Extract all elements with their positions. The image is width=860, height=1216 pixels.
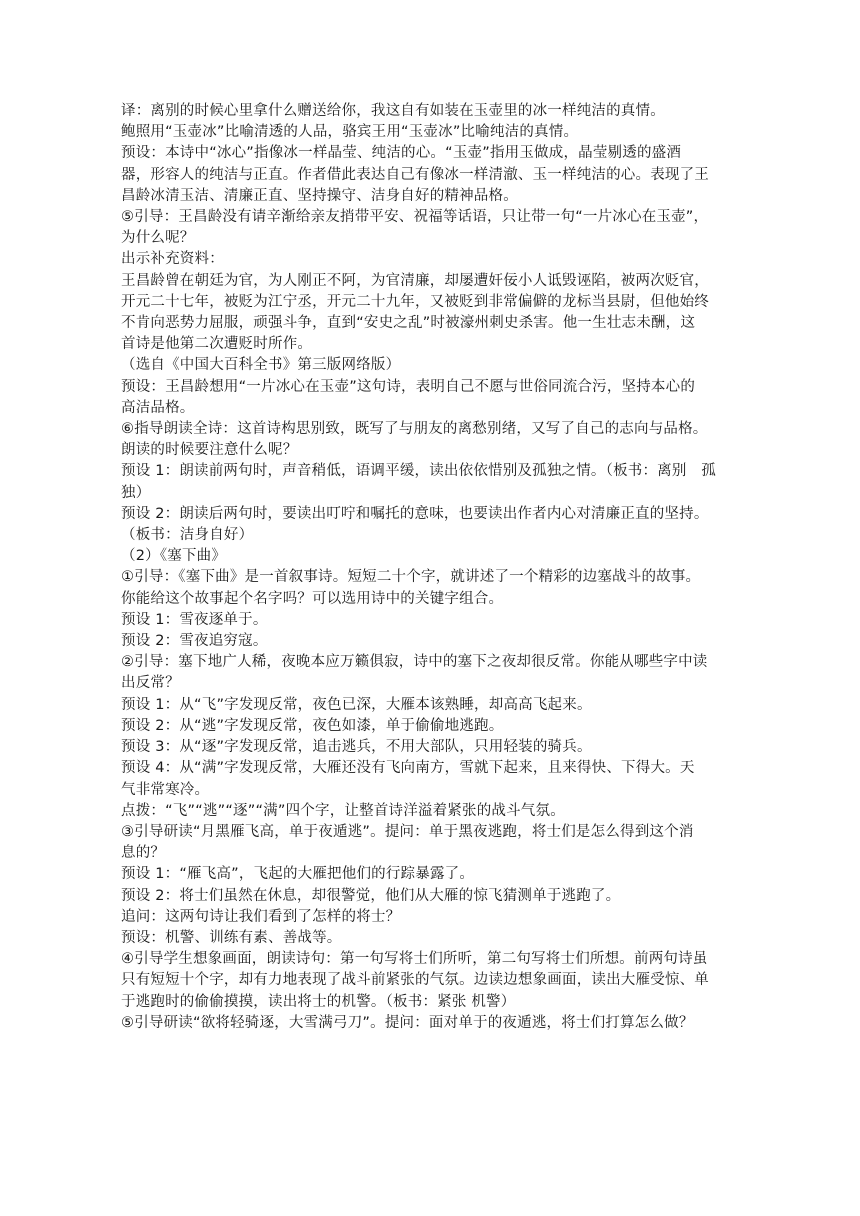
text-line: （2）《塞下曲》 bbox=[121, 548, 227, 565]
text-line: 预设 1：从“飞”字发现反常，夜色已深，大雁本该熟睡，却高高飞起来。 bbox=[121, 696, 592, 713]
text-line: 预设 4：从“满”字发现反常，大雁还没有飞向南方，雪就下起来，且来得快、下得大。天 bbox=[121, 760, 695, 777]
text-line: 气非常寒冷。 bbox=[121, 781, 210, 798]
text-line: 预设：本诗中“冰心”指像冰一样晶莹、纯洁的心。“玉壶”指用玉做成，晶莹剔透的盛酒 bbox=[121, 145, 682, 162]
text-line: 王昌龄曾在朝廷为官，为人刚正不阿，为官清廉，却屡遭奸佞小人诋毁诬陷，被两次贬官， bbox=[121, 272, 709, 289]
text-line: ③引导研读“月黑雁飞高，单于夜遁逃”。提问：单于黑夜逃跑，将士们是怎么得到这个消 bbox=[121, 823, 694, 840]
text-line: 只有短短十个字，却有力地表现了战斗前紧张的气氛。边读边想象画面，读出大雁受惊、单 bbox=[121, 972, 709, 989]
text-line: 为什么呢？ bbox=[121, 230, 195, 247]
text-line: 预设 1：朗读前两句时，声音稍低，语调平缓，读出依依惜别及孤独之情。（板书：离别 孤 bbox=[121, 463, 716, 480]
text-line: 预设 1：雪夜逐单于。 bbox=[121, 611, 268, 628]
text-line: 预设 2：将士们虽然在休息，却很警觉，他们从大雁的惊飞猜测单于逃跑了。 bbox=[121, 887, 621, 904]
text-line: 出示补充资料： bbox=[121, 251, 224, 268]
text-line: 不肯向恶势力屈服，顽强斗争，直到“安史之乱”时被濠州刺史杀害。他一生壮志未酬，这 bbox=[121, 315, 696, 332]
text-line: ④引导学生想象画面，朗读诗句：第一句写将士们所听，第二句写将士们所想。前两句诗虽 bbox=[121, 951, 708, 968]
text-line: ⑤引导研读“欲将轻骑逐，大雪满弓刀”。提问：面对单于的夜遁逃，将士们打算怎么做？ bbox=[121, 1014, 694, 1031]
text-line: 你能给这个故事起个名字吗？可以选用诗中的关键字组合。 bbox=[121, 590, 504, 607]
text-line: 开元二十七年，被贬为江宁丞，开元二十九年，又被贬到非常偏僻的龙标当县尉，但他始终 bbox=[121, 293, 709, 310]
text-line: ⑥指导朗读全诗：这首诗构思别致，既写了与朋友的离愁别绪，又写了自己的志向与品格。 bbox=[121, 421, 708, 438]
lesson-plan-text bbox=[121, 101, 742, 1034]
text-line: 点拨：“飞”“逃”“逐”“满”四个字，让整首诗洋溢着紧张的战斗气氛。 bbox=[121, 802, 565, 819]
text-line: ⑤引导：王昌龄没有请辛渐给亲友捎带平安、祝福等话语，只让带一句“一片冰心在玉壶”， bbox=[121, 209, 709, 226]
text-line: 首诗是他第二次遭贬时所作。 bbox=[121, 336, 313, 353]
text-line: 预设：王昌龄想用“一片冰心在玉壶”这句诗，表明自己不愿与世俗同流合污，坚持本心的 bbox=[121, 378, 696, 395]
text-line: 译：离别的时候心里拿什么赠送给你，我这自有如装在玉壶里的冰一样纯洁的真情。 bbox=[121, 103, 665, 119]
text-line: 高洁品格。 bbox=[121, 399, 195, 416]
text-line: 追问：这两句诗让我们看到了怎样的将士？ bbox=[121, 908, 401, 925]
text-line: 器，形容人的纯洁与正直。作者借此表达自己有像冰一样清澈、玉一样纯洁的心。表现了王 bbox=[121, 166, 709, 183]
text-line: 昌龄冰清玉洁、清廉正直、坚持操守、洁身自好的精神品格。 bbox=[121, 187, 518, 204]
text-line: 朗读的时候要注意什么呢？ bbox=[121, 442, 298, 459]
text-line: ①引导：《塞下曲》是一首叙事诗。短短二十个字，就讲述了一个精彩的边塞战斗的故事。 bbox=[121, 569, 701, 586]
text-line: 预设 2：朗读后两句时，要读出叮咛和嘱托的意味，也要读出作者内心对清廉正直的坚持。 bbox=[121, 505, 709, 522]
text-line: 独） bbox=[121, 484, 151, 501]
text-line: （板书：洁身自好） bbox=[121, 527, 254, 544]
text-line: 预设 2：从“逃”字发现反常，夜色如漆，单于偷偷地逃跑。 bbox=[121, 717, 504, 734]
text-line: 预设 1：“雁飞高”，飞起的大雁把他们的行踪暴露了。 bbox=[121, 866, 475, 883]
text-line: （选自《中国大百科全书》第三版网络版） bbox=[121, 357, 401, 374]
text-line: 预设：机警、训练有素、善战等。 bbox=[121, 929, 342, 946]
text-line: ②引导：塞下地广人稀，夜晚本应万籁俱寂，诗中的塞下之夜却很反常。你能从哪些字中读 bbox=[121, 654, 708, 671]
text-line: 出反常？ bbox=[121, 675, 180, 692]
text-line: 鲍照用“玉壶冰”比喻清透的人品，骆宾王用“玉壶冰”比喻纯洁的真情。 bbox=[121, 124, 579, 141]
text-line: 预设 2：雪夜追穷寇。 bbox=[121, 633, 268, 650]
text-line: 于逃跑时的偷偷摸摸，读出将士的机警。（板书：紧张 机警） bbox=[121, 993, 516, 1010]
text-line: 预设 3：从“逐”字发现反常，追击逃兵，不用大部队，只用轻装的骑兵。 bbox=[121, 739, 592, 756]
text-line: 息的？ bbox=[121, 845, 166, 862]
